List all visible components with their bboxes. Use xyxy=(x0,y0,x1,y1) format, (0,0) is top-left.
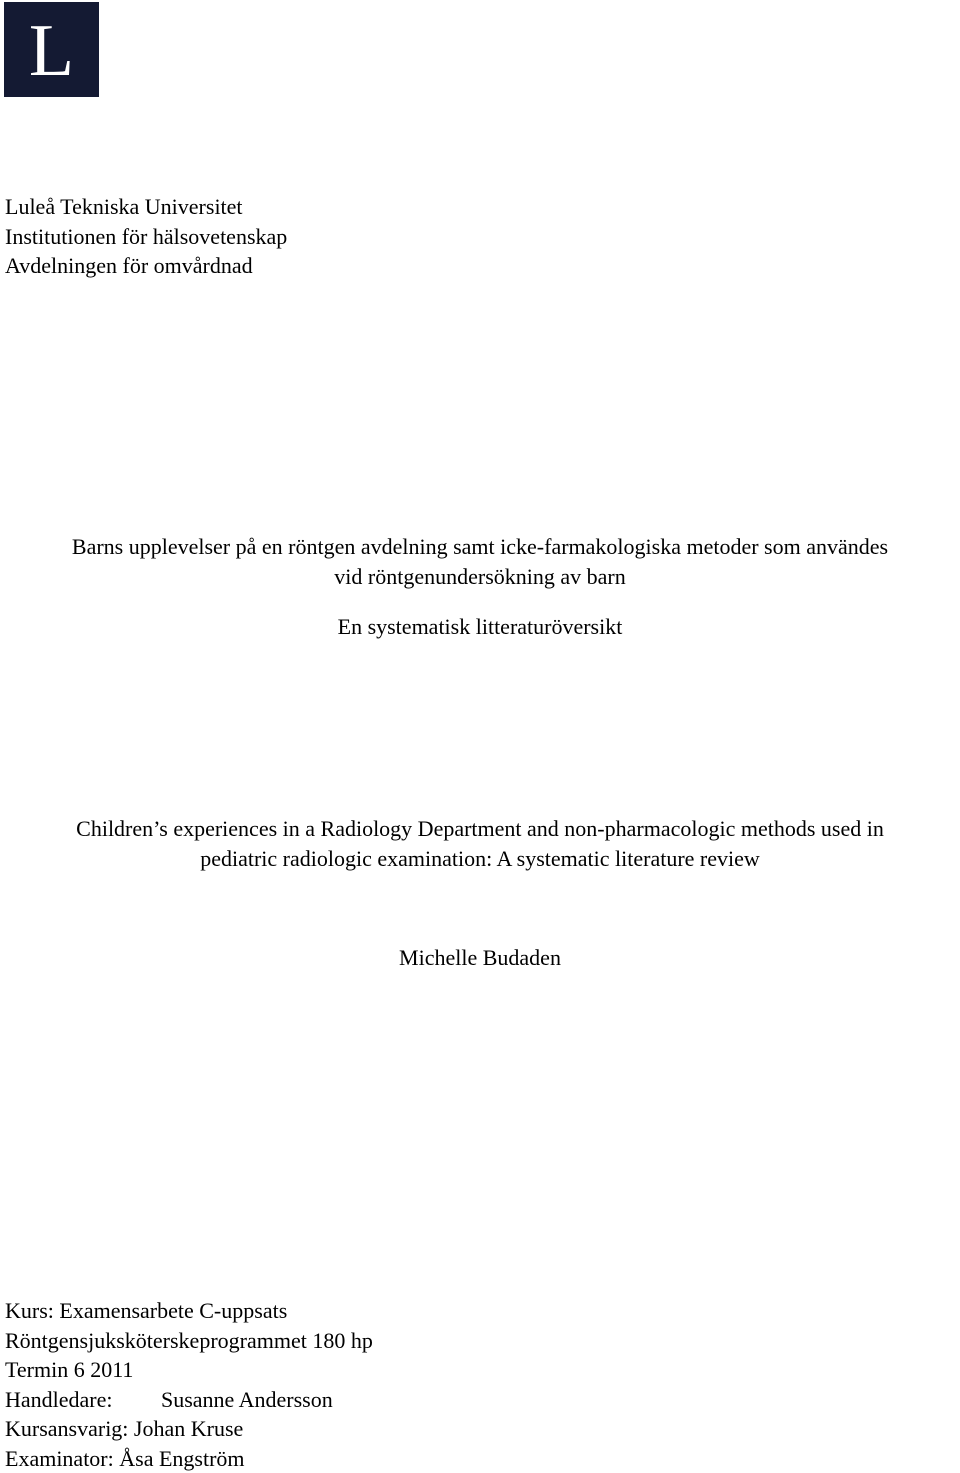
division-name: Avdelningen för omvårdnad xyxy=(5,253,253,278)
course-info-block xyxy=(5,1296,373,1473)
university-name: Luleå Tekniska Universitet xyxy=(5,194,243,219)
supervisor-label: Handledare: xyxy=(5,1386,113,1412)
institution-block xyxy=(5,192,287,281)
supervisor-name: Susanne Andersson xyxy=(161,1386,333,1412)
course-responsible-line: Kursansvarig: Johan Kruse xyxy=(5,1416,244,1441)
logo-letter: L xyxy=(28,9,75,92)
course-line: Kurs: Examensarbete C-uppsats xyxy=(5,1298,288,1323)
english-title-line-2: pediatric radiologic examination: A systematic literature review xyxy=(200,845,760,871)
author-name: Michelle Budaden xyxy=(399,945,561,970)
english-title-line-1: Children’s experiences in a Radiology Department and non-pharmacologic methods used in xyxy=(76,816,884,841)
examiner-line: Examinator: Åsa Engström xyxy=(5,1445,245,1471)
swedish-title-line-2: vid röntgenundersökning av barn xyxy=(334,563,626,589)
swedish-title-line-1: Barns upplevelser på en röntgen avdelning samt icke-farmakologiska metoder som användes xyxy=(71,534,889,559)
term-line: Termin 6 2011 xyxy=(5,1357,134,1382)
english-title xyxy=(0,814,960,873)
program-line: Röntgensjuksköterskeprogrammet 180 hp xyxy=(5,1327,373,1353)
swedish-subtitle xyxy=(0,612,960,642)
author xyxy=(0,943,960,973)
supervisor-line xyxy=(5,1385,373,1415)
university-logo xyxy=(4,2,99,97)
department-name: Institutionen för hälsovetenskap xyxy=(5,223,288,249)
swedish-title xyxy=(0,532,960,591)
swedish-subtitle-text: En systematisk litteraturöversikt xyxy=(337,614,623,639)
